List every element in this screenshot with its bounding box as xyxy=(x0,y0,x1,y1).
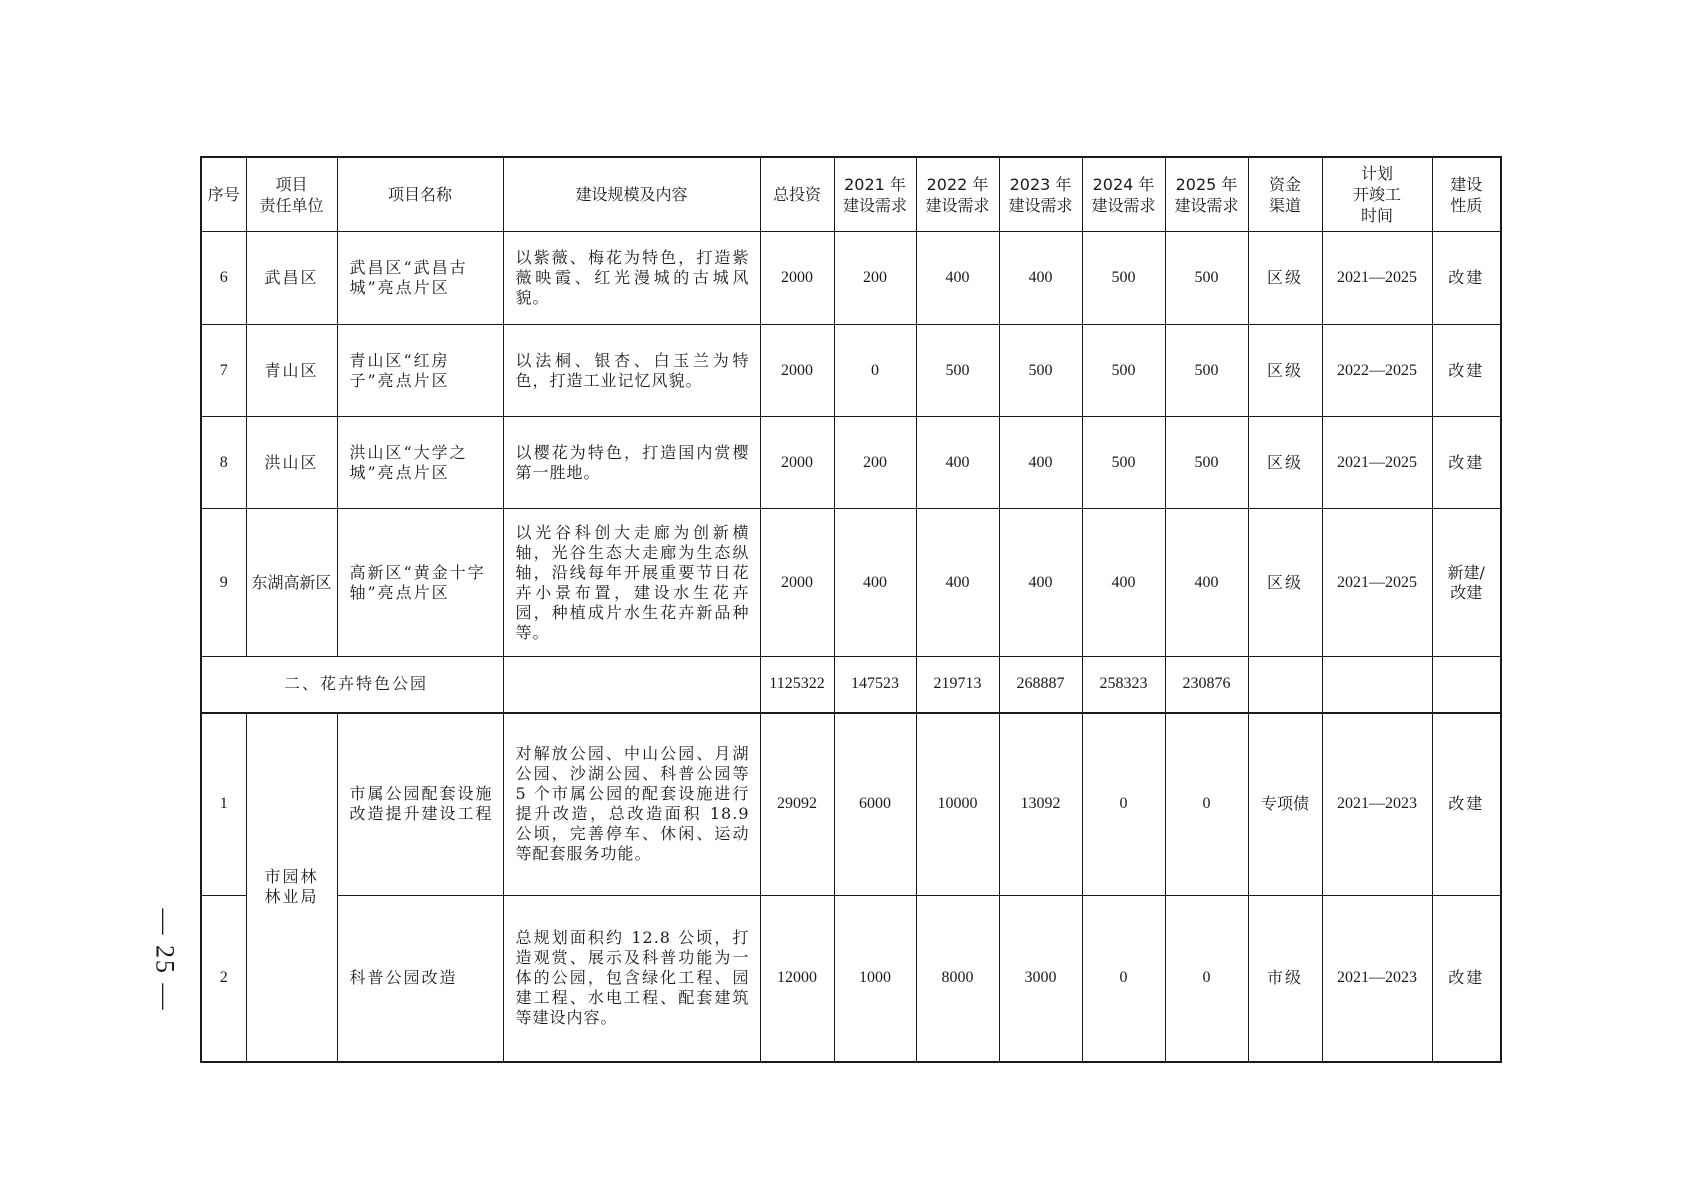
cell-unit: 东湖高新区 xyxy=(246,509,337,657)
header-row xyxy=(201,157,1501,232)
shared-unit-label: 市园林 林业局 xyxy=(264,867,319,906)
cell-y2023: 400 xyxy=(999,417,1082,509)
cell-total: 2000 xyxy=(760,232,834,325)
section-y2021: 147523 xyxy=(834,657,916,713)
table-row xyxy=(201,713,1501,896)
header-y2021 xyxy=(834,157,916,232)
cell-y2021: 0 xyxy=(834,325,916,417)
cell-nature-label: 新建/ 改建 xyxy=(1447,562,1485,602)
header-y2024-label: 2024 年 建设需求 xyxy=(1091,174,1156,215)
cell-y2022: 400 xyxy=(916,509,999,657)
cell-y2022: 400 xyxy=(916,232,999,325)
cell-y2021: 1000 xyxy=(834,896,916,1062)
cell-name: 青山区“红房子”亮点片区 xyxy=(337,325,503,417)
cell-nature: 改建 xyxy=(1432,417,1501,509)
header-y2021-label: 2021 年 建设需求 xyxy=(842,174,907,215)
cell-time: 2022—2025 xyxy=(1322,325,1432,417)
cell-y2021: 400 xyxy=(834,509,916,657)
cell-unit: 武昌区 xyxy=(246,232,337,325)
cell-y2024: 400 xyxy=(1082,509,1165,657)
cell-nature xyxy=(1432,509,1501,657)
cell-y2021: 200 xyxy=(834,417,916,509)
cell-y2023: 3000 xyxy=(999,896,1082,1062)
cell-name: 市属公园配套设施改造提升建设工程 xyxy=(337,713,503,896)
cell-shared-unit xyxy=(246,713,337,1062)
cell-total: 2000 xyxy=(760,417,834,509)
section-y2023: 268887 xyxy=(999,657,1082,713)
cell-y2025: 0 xyxy=(1165,896,1248,1062)
cell-total: 12000 xyxy=(760,896,834,1062)
cell-y2025: 500 xyxy=(1165,417,1248,509)
section-row xyxy=(201,657,1501,713)
header-unit xyxy=(246,157,337,232)
header-plan-time xyxy=(1322,157,1432,232)
cell-seq: 1 xyxy=(201,713,246,896)
cell-y2021: 200 xyxy=(834,232,916,325)
cell-content: 总规划面积约 12.8 公顷，打造观赏、展示及科普功能为一体的公园，包含绿化工程、园建工程、水电工程、配套建筑等建设内容。 xyxy=(503,896,760,1062)
section-fund-empty xyxy=(1248,657,1322,713)
section-title: 二、花卉特色公园 xyxy=(201,657,503,713)
table-row xyxy=(201,417,1501,509)
header-plan-time-label: 计划 开竣工 时间 xyxy=(1352,164,1401,225)
header-y2024 xyxy=(1082,157,1165,232)
cell-fund: 专项债 xyxy=(1248,713,1322,896)
table-row xyxy=(201,896,1501,1062)
cell-fund: 区级 xyxy=(1248,417,1322,509)
cell-y2024: 500 xyxy=(1082,232,1165,325)
header-y2022 xyxy=(916,157,999,232)
header-seq: 序号 xyxy=(201,157,246,232)
cell-seq: 8 xyxy=(201,417,246,509)
section-total: 1125322 xyxy=(760,657,834,713)
cell-name: 科普公园改造 xyxy=(337,896,503,1062)
table-row xyxy=(201,325,1501,417)
cell-total: 2000 xyxy=(760,509,834,657)
project-plan-table xyxy=(200,156,1502,1063)
header-unit-label: 项目 责任单位 xyxy=(259,174,324,215)
cell-time: 2021—2023 xyxy=(1322,896,1432,1062)
cell-content: 以光谷科创大走廊为创新横轴，光谷生态大走廊为生态纵轴，沿线每年开展重要节日花卉小景布置，建设水生花卉园，种植成片水生花卉新品种等。 xyxy=(503,509,760,657)
cell-y2022: 400 xyxy=(916,417,999,509)
section-y2022: 219713 xyxy=(916,657,999,713)
header-y2023-label: 2023 年 建设需求 xyxy=(1008,174,1073,215)
cell-total: 29092 xyxy=(760,713,834,896)
cell-content: 以紫薇、梅花为特色，打造紫薇映霞、红光漫城的古城风貌。 xyxy=(503,232,760,325)
cell-y2022: 8000 xyxy=(916,896,999,1062)
cell-name: 武昌区“武昌古城”亮点片区 xyxy=(337,232,503,325)
cell-total: 2000 xyxy=(760,325,834,417)
cell-name: 洪山区“大学之城”亮点片区 xyxy=(337,417,503,509)
cell-content: 以樱花为特色，打造国内赏樱第一胜地。 xyxy=(503,417,760,509)
cell-time: 2021—2023 xyxy=(1322,713,1432,896)
cell-fund: 市级 xyxy=(1248,896,1322,1062)
section-time-empty xyxy=(1322,657,1432,713)
cell-nature: 改建 xyxy=(1432,896,1501,1062)
cell-y2024: 500 xyxy=(1082,417,1165,509)
cell-y2025: 500 xyxy=(1165,232,1248,325)
cell-name: 高新区“黄金十字轴”亮点片区 xyxy=(337,509,503,657)
cell-seq: 9 xyxy=(201,509,246,657)
cell-content: 以法桐、银杏、白玉兰为特色，打造工业记忆风貌。 xyxy=(503,325,760,417)
header-y2025-label: 2025 年 建设需求 xyxy=(1174,174,1239,215)
cell-fund: 区级 xyxy=(1248,232,1322,325)
cell-y2023: 400 xyxy=(999,232,1082,325)
cell-time: 2021—2025 xyxy=(1322,417,1432,509)
cell-seq: 6 xyxy=(201,232,246,325)
cell-y2023: 500 xyxy=(999,325,1082,417)
cell-nature: 改建 xyxy=(1432,325,1501,417)
cell-y2024: 0 xyxy=(1082,896,1165,1062)
cell-nature: 改建 xyxy=(1432,713,1501,896)
cell-seq: 7 xyxy=(201,325,246,417)
header-fund-label: 资金 渠道 xyxy=(1268,174,1301,215)
cell-y2022: 500 xyxy=(916,325,999,417)
cell-time: 2021—2025 xyxy=(1322,509,1432,657)
section-y2025: 230876 xyxy=(1165,657,1248,713)
section-nature-empty xyxy=(1432,657,1501,713)
page-number xyxy=(144,880,184,1040)
cell-y2024: 0 xyxy=(1082,713,1165,896)
cell-unit: 洪山区 xyxy=(246,417,337,509)
header-total: 总投资 xyxy=(760,157,834,232)
cell-y2023: 13092 xyxy=(999,713,1082,896)
cell-time: 2021—2025 xyxy=(1322,232,1432,325)
cell-y2025: 500 xyxy=(1165,325,1248,417)
cell-y2021: 6000 xyxy=(834,713,916,896)
cell-y2022: 10000 xyxy=(916,713,999,896)
cell-content: 对解放公园、中山公园、月湖公园、沙湖公园、科普公园等 5 个市属公园的配套设施进行提升改造，总改造面积 18.9 公顷，完善停车、休闲、运动等配套服务功能。 xyxy=(503,713,760,896)
header-y2023 xyxy=(999,157,1082,232)
header-fund xyxy=(1248,157,1322,232)
page-number-label: — 25 — xyxy=(150,908,179,1012)
header-content: 建设规模及内容 xyxy=(503,157,760,232)
cell-y2025: 400 xyxy=(1165,509,1248,657)
cell-y2024: 500 xyxy=(1082,325,1165,417)
section-content-empty xyxy=(503,657,760,713)
cell-seq: 2 xyxy=(201,896,246,1062)
cell-y2023: 400 xyxy=(999,509,1082,657)
cell-fund: 区级 xyxy=(1248,325,1322,417)
table-row xyxy=(201,509,1501,657)
cell-y2025: 0 xyxy=(1165,713,1248,896)
section-y2024: 258323 xyxy=(1082,657,1165,713)
cell-fund: 区级 xyxy=(1248,509,1322,657)
table-row xyxy=(201,232,1501,325)
header-y2022-label: 2022 年 建设需求 xyxy=(925,174,990,215)
header-y2025 xyxy=(1165,157,1248,232)
cell-nature: 改建 xyxy=(1432,232,1501,325)
header-name: 项目名称 xyxy=(337,157,503,232)
header-nature-label: 建设 性质 xyxy=(1450,174,1483,215)
cell-unit: 青山区 xyxy=(246,325,337,417)
header-nature xyxy=(1432,157,1501,232)
